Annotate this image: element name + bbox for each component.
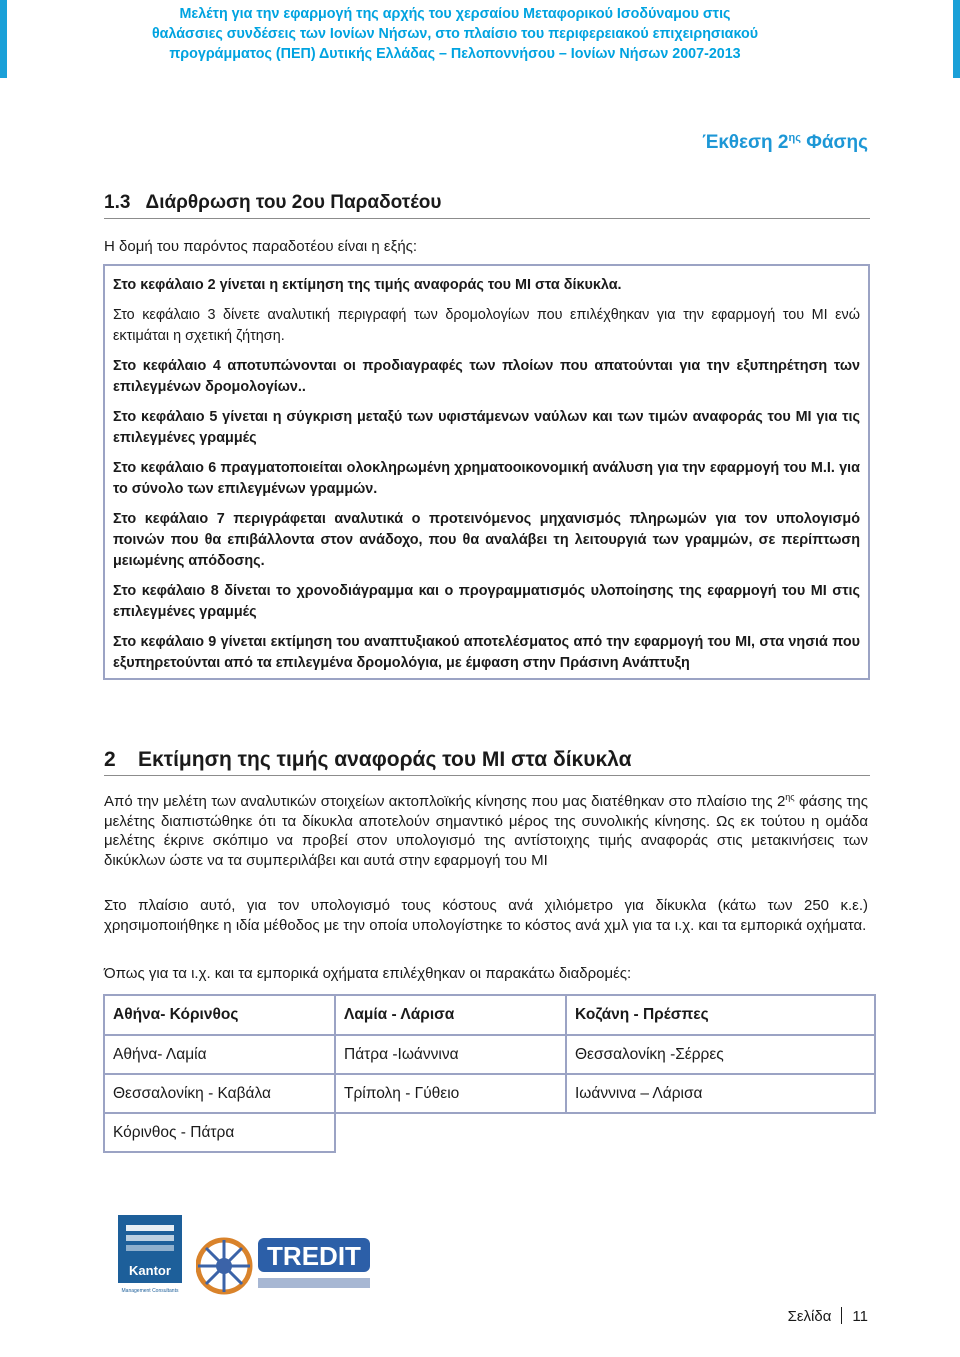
chapter-overview-box: [103, 264, 870, 680]
chapter-3-text: Στο κεφάλαιο 3 δίνετε αναλυτική περιγραφή των δρομολογίων που επιλέχθηκαν για την εφαρμογή του ΜΙ ενώ εκτιμάται η σχετική ζήτηση.: [113, 307, 860, 344]
routes-cell: Κόρινθος - Πάτρα: [104, 1113, 335, 1152]
page-footer: [788, 1307, 868, 1325]
chapter-6-text: Στο κεφάλαιο 6 πραγματοποιείται ολοκληρωμένη χρηματοοικονομική ανάλυση για την εφαρμογή του Μ.Ι. για το σύνολο των επιλεγμένων γραμμών.: [113, 460, 860, 497]
chapter-7-text: Στο κεφάλαιο 7 περιγράφεται αναλυτικά ο προτεινόμενος μηχανισμός πληρωμών για τον υπολογισμό ποινών που θα επιβάλλοντα στον ανάδοχο, που θα αναλάβει τη λειτουργιά των γραμμών, σε περίπτωση μειωμένης απόδοσης.: [113, 511, 860, 569]
routes-cell: Αθήνα- Λαμία: [104, 1035, 335, 1074]
routes-cell: Θεσσαλονίκη -Σέρρες: [566, 1035, 875, 1074]
kantor-logo: [118, 1215, 182, 1295]
routes-table: [103, 994, 876, 1153]
chapter-2-text: Στο κεφάλαιο 2 γίνεται η εκτίμηση της τιμής αναφοράς του ΜΙ στα δίκυκλα.: [113, 277, 622, 293]
routes-header-row: [104, 995, 875, 1035]
routes-header-cell: Κοζάνη - Πρέσπες: [566, 995, 875, 1035]
section-1-3-heading: 1.3 Διάρθρωση του 2ου Παραδοτέου: [104, 192, 870, 219]
kantor-logo-stripe: [126, 1245, 174, 1251]
chapter-9-text: Στο κεφάλαιο 9 γίνεται εκτίμηση του αναπτυξιακού αποτελέσματος από την εφαρμογή του ΜΙ, στα νησιά που εξυπηρετούνται από τα επιλεγμένα δρομολόγια, με έμφαση στην Πράσινη Ανάπτυξη: [113, 634, 860, 671]
kantor-logo-stripe: [126, 1235, 174, 1241]
routes-cell: Τρίπολη - Γύθειο: [335, 1074, 566, 1113]
section-2-number: 2: [104, 748, 116, 771]
header-line-2: θαλάσσιες συνδέσεις των Ιονίων Νήσων, στο πλαίσιο του περιφερειακού επιχειρησιακού: [151, 26, 759, 42]
header-line-1: Μελέτη για την εφαρμογή της αρχής του χερσαίου Μεταφορικού Ισοδύναμου στις: [179, 6, 731, 22]
page-separator: [841, 1307, 842, 1324]
routes-cell: Θεσσαλονίκη - Καβάλα: [104, 1074, 335, 1113]
phase-suffix: Φάσης: [800, 132, 868, 153]
routes-cell: Πάτρα -Ιωάννινα: [335, 1035, 566, 1074]
running-header: [140, 4, 770, 64]
phase-label: [702, 132, 868, 154]
routes-header-cell: Λαμία - Λάρισα: [335, 995, 566, 1035]
routes-cell: Ιωάννινα – Λάρισα: [566, 1074, 875, 1113]
section-2-heading: [104, 748, 870, 776]
paragraph-1-sup: ης: [785, 792, 795, 802]
chapter-8-text: Στο κεφάλαιο 8 δίνεται το χρονοδιάγραμμα και ο προγραμματισμός υλοποίησης της εφαρμογή του ΜΙ στις επιλεγμένες γραμμές: [113, 583, 860, 620]
kantor-logo-stripe: [126, 1225, 174, 1231]
phase-sup: ης: [788, 132, 801, 144]
section-2-title: Εκτίμηση της τιμής αναφοράς του ΜΙ στα δίκυκλα: [138, 748, 632, 771]
routes-empty-cell: [566, 1113, 875, 1152]
paragraph-1-part-a: Από την μελέτη των αναλυτικών στοιχείων ακτοπλοϊκής κίνησης που μας διατέθηκαν στο πλαίσιο της 2: [104, 793, 786, 810]
header-edge-bar-right: [953, 0, 960, 78]
routes-header-cell: Αθήνα- Κόρινθος: [104, 995, 335, 1035]
routes-row: [104, 1035, 875, 1074]
chapter-5-text: Στο κεφάλαιο 5 γίνεται η σύγκριση μεταξύ των υφιστάμενων ναύλων και των τιμών αναφοράς του ΜΙ για τις επιλεγμένες γραμμές: [113, 409, 860, 446]
kantor-logo-name: Kantor: [129, 1263, 171, 1278]
page-number: 11: [852, 1308, 868, 1325]
paragraph-2: Στο πλαίσιο αυτό, για τον υπολογισμό τους κόστους ανά χιλιόμετρο για δίκυκλα (κάτω των 250 κ.ε.) χρησιμοποιήθηκε η ιδία μέθοδος με την οποία υπολογίστηκε το κόστος ανά χμλ για τα ι.χ. και τα εμπορικά οχήματα.: [104, 897, 868, 934]
intro-text: Η δομή του παρόντος παραδοτέου είναι η εξής:: [104, 238, 418, 255]
phase-prefix: Έκθεση 2: [702, 132, 789, 153]
tredit-subbar: [258, 1278, 370, 1288]
paragraph-3: Όπως για τα ι.χ. και τα εμπορικά οχήματα επιλέχθηκαν οι παρακάτω διαδρομές:: [104, 965, 632, 982]
routes-row: [104, 1113, 875, 1152]
paragraph-1-part-b: φάσης της μελέτης διαπιστώθηκε ότι τα δίκυκλα αποτελούν σημαντικό μέρος της συνολικής κίνησης. Ως εκ τούτου η ομάδα μελέτης έκρινε σκόπιμο να προβεί στον υπολογισμό της αντίστοιχης τιμής αναφοράς στις μετακινήσεις των δικύκλων ώστε να τα συμπεριλάβει και αυτά στην εφαρμογή του ΜΙ: [104, 793, 868, 869]
tredit-logo-name: TREDIT: [267, 1241, 361, 1271]
chapter-4-text: Στο κεφάλαιο 4 αποτυπώνονται οι προδιαγραφές των πλοίων που απατούνται για την εξυπηρέτηση των επιλεγμένων δρομολογίων..: [113, 358, 860, 395]
header-line-3: προγράμματος (ΠΕΠ) Δυτικής Ελλάδας – Πελοποννήσου – Ιονίων Νήσων 2007-2013: [169, 46, 741, 62]
tredit-logo: [196, 1232, 376, 1296]
routes-empty-cell: [335, 1113, 566, 1152]
kantor-logo-tagline: Management Consultants: [121, 1288, 179, 1294]
routes-row: [104, 1074, 875, 1113]
page-label: Σελίδα: [787, 1308, 832, 1325]
paragraph-1: [104, 788, 868, 870]
header-edge-bar-left: [0, 0, 7, 78]
